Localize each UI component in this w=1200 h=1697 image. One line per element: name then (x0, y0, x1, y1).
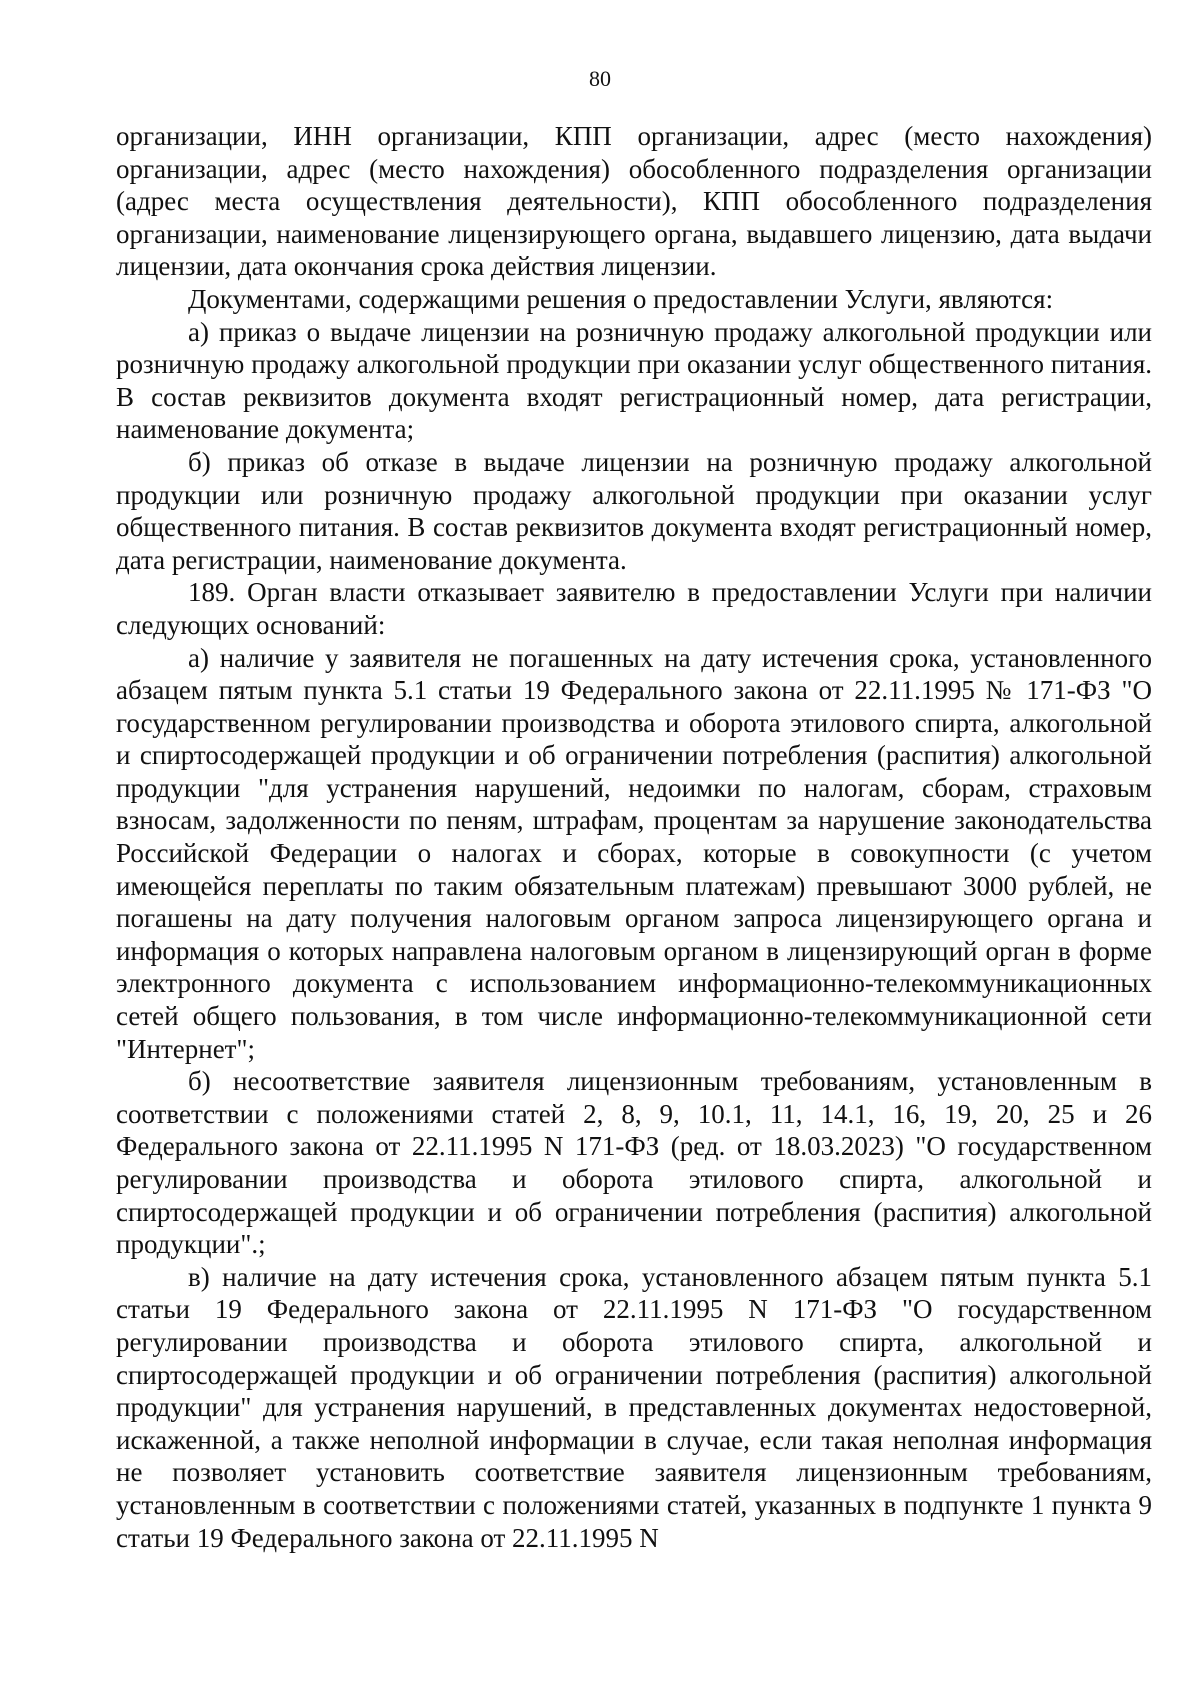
paragraph-ground-a-tax-debts: а) наличие у заявителя не погашенных на дату истечения срока, установленного абзацем пятым пункта 5.1 статьи 19 Федерального закона от 22.11.1995 № 171-ФЗ "О государственном регулировании производства и оборота этилового спирта, алкогольной и спиртосодержащей продукции и об ограничении потребления (распития) алкогольной продукции "для устранения нарушений, недоимки по налогам, сборам, страховым взносам, задолженности по пеням, штрафам, процентам за нарушение законодательства Российской Федерации о налогах и сборах, которые в совокупности (с учетом имеющейся переплаты по таким обязательным платежам) превышают 3000 рублей, не погашены на дату получения налоговым органом запроса лицензирующего органа и информация о которых направлена налоговым органом в лицензирующий орган в форме электронного документа с использованием информационно-телекоммуникационных сетей общего пользования, в том числе информационно-телекоммуникационной сети "Интернет"; (116, 642, 1152, 1064)
document-body (116, 120, 1152, 1554)
paragraph-item-a-license-order: а) приказ о выдаче лицензии на розничную продажу алкогольной продукции или розничную продажу алкогольной продукции при оказании услуг общественного питания. В состав реквизитов документа входят регистрационный номер, дата регистрации, наименование документа; (116, 316, 1152, 445)
paragraph-item-b-refusal-order: б) приказ об отказе в выдаче лицензии на розничную продажу алкогольной продукции или розничную продажу алкогольной продукции при оказании услуг общественного питания. В состав реквизитов документа входят регистрационный номер, дата регистрации, наименование документа. (116, 446, 1152, 575)
paragraph-decision-documents: Документами, содержащими решения о предоставлении Услуги, являются: (188, 283, 1054, 314)
page-number: 80 (589, 66, 611, 91)
paragraph-clause-189: 189. Орган власти отказывает заявителю в предоставлении Услуги при наличии следующих оснований: (116, 577, 1152, 640)
paragraph-continuation: организации, ИНН организации, КПП организации, адрес (место нахождения) организации, адрес (место нахождения) обособленного подразделения организации (адрес места осуществления деятельности), КПП обособленного подразделения организации, наименование лицензирующего органа, выдавшего лицензию, дата выдачи лицензии, дата окончания срока действия лицензии. (116, 121, 1152, 282)
paragraph-ground-b-noncompliance: б) несоответствие заявителя лицензионным требованиям, установленным в соответствии с положениями статей 2, 8, 9, 10.1, 11, 14.1, 16, 19, 20, 25 и 26 Федерального закона от 22.11.1995 N 171-ФЗ (ред. от 18.03.2023) "О государственном регулировании производства и оборота этилового спирта, алкогольной и спиртосодержащей продукции и об ограничении потребления (распития) алкогольной продукции".; (116, 1066, 1152, 1260)
paragraph-ground-c-inaccurate-info: в) наличие на дату истечения срока, установленного абзацем пятым пункта 5.1 статьи 19 Федерального закона от 22.11.1995 N 171-ФЗ "О государственном регулировании производства и оборота этилового спирта, алкогольной и спиртосодержащей продукции и об ограничении потребления (распития) алкогольной продукции" для устранения нарушений, в представленных документах недостоверной, искаженной, а также неполной информации в случае, если такая неполная информация не позволяет установить соответствие заявителя лицензионным требованиям, установленным в соответствии с положениями статей, указанных в подпункте 1 пункта 9 статьи 19 Федерального закона от 22.11.1995 N (116, 1261, 1152, 1553)
